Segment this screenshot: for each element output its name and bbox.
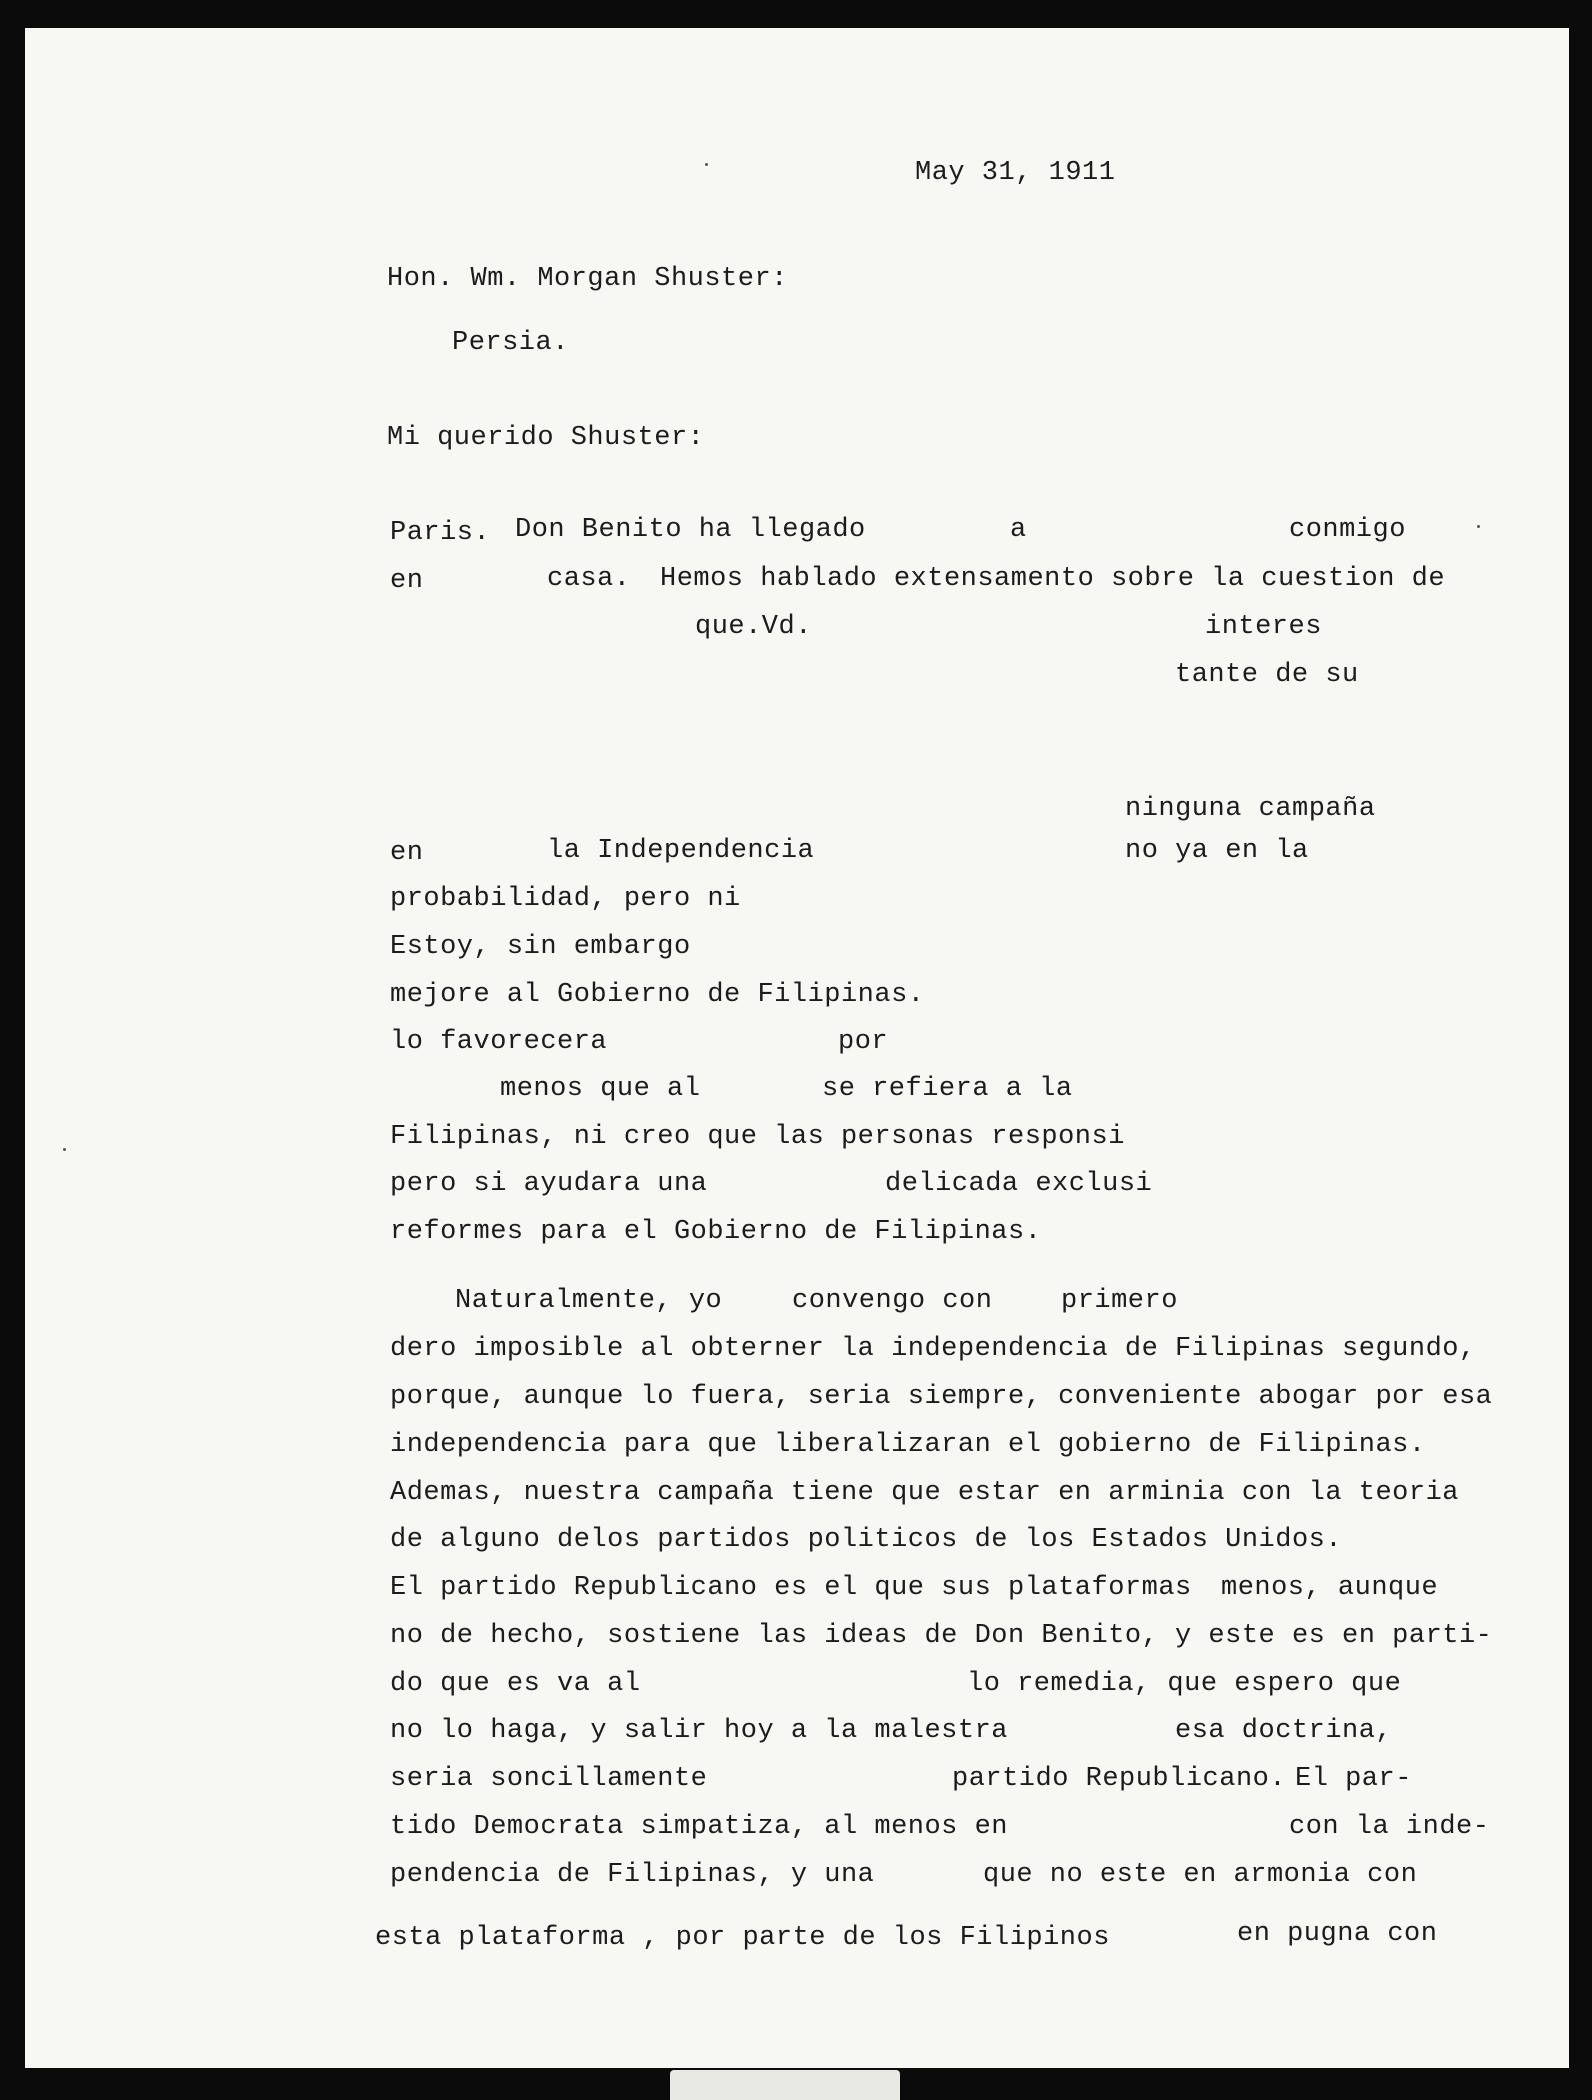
text-fragment: de alguno delos partidos politicos de los Estados Unidos.	[390, 1525, 1343, 1555]
text-fragment: dero imposible al obterner la independencia de Filipinas segundo,	[390, 1334, 1476, 1364]
letter-date: May 31, 1911	[915, 158, 1116, 188]
letter-page	[25, 28, 1569, 2068]
text-fragment: primero	[1061, 1286, 1178, 1316]
paper-speck	[705, 163, 708, 166]
text-fragment: El partido Republicano es el que sus plataformas	[390, 1573, 1192, 1603]
text-fragment: no de hecho, sostiene las ideas de Don Benito, y este es en parti-	[390, 1621, 1493, 1651]
text-fragment: El par-	[1295, 1764, 1412, 1794]
text-fragment: esa doctrina,	[1175, 1716, 1393, 1746]
text-fragment: Naturalmente, yo	[455, 1286, 723, 1316]
text-fragment: por	[838, 1027, 889, 1057]
text-fragment: conmigo	[1289, 515, 1406, 545]
text-fragment: Ademas, nuestra campaña tiene que estar en arminia con la teoria	[390, 1478, 1459, 1508]
text-fragment: tante de su	[1175, 660, 1359, 690]
salutation: Mi querido Shuster:	[387, 423, 705, 453]
text-fragment: Don Benito ha llegado	[515, 515, 866, 545]
text-fragment: con la inde-	[1289, 1812, 1490, 1842]
text-fragment: en pugna con	[1237, 1919, 1438, 1949]
text-fragment: casa.	[547, 564, 631, 594]
text-fragment: esta plataforma , por parte de los Filipinos	[375, 1923, 1110, 1953]
text-fragment: lo remedia, que espero que	[967, 1669, 1402, 1699]
text-fragment: independencia para que liberalizaran el gobierno de Filipinas.	[390, 1430, 1426, 1460]
text-fragment: mejore al Gobierno de Filipinas.	[390, 980, 925, 1010]
text-fragment: reformes para el Gobierno de Filipinas.	[390, 1217, 1042, 1247]
text-fragment: tido Democrata simpatiza, al menos en	[390, 1812, 1008, 1842]
text-fragment: partido Republicano.	[952, 1764, 1287, 1794]
text-fragment: se refiera a la	[822, 1074, 1073, 1104]
paper-speck	[63, 1148, 66, 1151]
text-fragment: menos que al	[500, 1074, 701, 1104]
text-fragment: Filipinas, ni creo que las personas responsi	[390, 1122, 1125, 1152]
text-fragment: seria soncillamente	[390, 1764, 708, 1794]
paper-speck	[1477, 525, 1480, 528]
text-fragment: Hemos hablado extensamento sobre la cuestion de	[660, 564, 1446, 594]
text-fragment: en	[390, 566, 424, 596]
text-fragment: Estoy, sin embargo	[390, 932, 691, 962]
text-fragment: que.Vd.	[695, 612, 812, 642]
text-fragment: pendencia de Filipinas, y una	[390, 1860, 875, 1890]
text-fragment: en	[390, 838, 424, 868]
text-fragment: probabilidad, pero ni	[390, 884, 741, 914]
text-fragment: lo favorecera	[390, 1027, 608, 1057]
text-fragment: que no este en armonia con	[983, 1860, 1418, 1890]
text-fragment: Paris.	[390, 518, 491, 548]
text-fragment: la Independencia	[547, 836, 815, 866]
text-fragment: no ya en la	[1125, 836, 1309, 866]
text-fragment: a	[1010, 515, 1027, 545]
addressee: Hon. Wm. Morgan Shuster:	[387, 264, 788, 294]
scan-edge-tab	[670, 2070, 900, 2100]
text-fragment: do que es va al	[390, 1669, 641, 1699]
text-fragment: menos, aunque	[1221, 1573, 1439, 1603]
text-fragment: delicada exclusi	[885, 1169, 1153, 1199]
text-fragment: porque, aunque lo fuera, seria siempre, conveniente abogar por esa	[390, 1382, 1493, 1412]
text-fragment: pero si ayudara una	[390, 1169, 708, 1199]
text-fragment: interes	[1205, 612, 1322, 642]
text-fragment: no lo haga, y salir hoy a la malestra	[390, 1716, 1008, 1746]
text-fragment: ninguna campaña	[1125, 794, 1376, 824]
text-fragment: convengo con	[792, 1286, 993, 1316]
addressee-location: Persia.	[452, 328, 569, 358]
